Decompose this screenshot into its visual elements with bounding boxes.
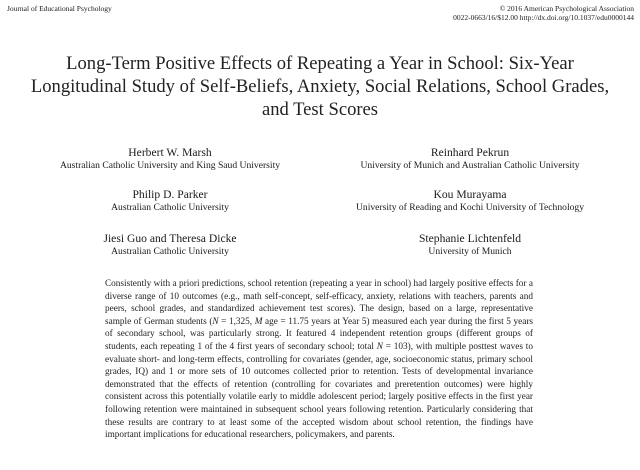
doi-line: 0022-0663/16/$12.00 http://dx.doi.org/10.1037/edu0000144 xyxy=(453,13,634,22)
author-name: Kou Murayama xyxy=(433,188,507,201)
abstract-text: Consistently with a priori predictions, school retention (repeating a year in school) had largely positive effects for a diverse range of 10 outcomes (e.g., math self-concept, self-efficacy, anxiety, relations with teachers, parents and peers, school grades, and standardized achievement test scores). The design, based on a large, representative sample of German students (N = 1,325, M age = 11.75 years at Year 5) measured each year during the first 5 years of secondary school, was particularly strong. It featured 4 independent retention groups (different groups of students, each repeating 1 of the 4 first years of secondary school; total N = 103), with multiple posttest waves to evaluate short- and long-term effects, controlling for covariates (gender, age, socioeconomic status, primary school grades, IQ) and 1 or more sets of 10 outcomes collected prior to retention. Tests of developmental invariance demonstrated that the effects of retention (controlling for covariates and preretention outcomes) were highly consistent across this potentially volatile early to middle adolescent period; largely positive effects in the first year following retention were maintained in subsequent school years following retention. Particularly considering that these results are contrary to at least some of the accepted wisdom about school retention, the findings have important implications for educational researchers, policymakers, and parents. xyxy=(105,279,534,441)
author-name: Stephanie Lichtenfeld xyxy=(418,232,522,245)
author-name: Jiesi Guo and Theresa Dicke xyxy=(103,232,237,245)
author-affiliation: University of Munich xyxy=(428,246,512,257)
author-name: Reinhard Pekrun xyxy=(430,146,510,159)
author-name: Philip D. Parker xyxy=(132,188,208,201)
paper-title: Long-Term Positive Effects of Repeating a Year in School: Six-Year Longitudinal Study of Self-Beliefs, Anxiety, Social Relations, School Grades, and Test Scores xyxy=(30,53,610,120)
author-block xyxy=(20,189,320,214)
author-affiliation: University of Munich and Australian Catholic University xyxy=(360,160,580,171)
copyright-line: © 2016 American Psychological Association xyxy=(499,4,634,13)
author-block xyxy=(310,233,630,258)
author-block xyxy=(20,233,320,258)
author-block xyxy=(20,147,320,172)
author-affiliation: Australian Catholic University xyxy=(111,246,229,257)
author-affiliation: Australian Catholic University and King Saud University xyxy=(59,160,281,171)
author-name: Herbert W. Marsh xyxy=(128,146,212,159)
journal-name: Journal of Educational Psychology xyxy=(7,4,112,13)
author-block xyxy=(310,189,630,214)
author-affiliation: Australian Catholic University xyxy=(111,202,229,213)
author-block xyxy=(310,147,630,172)
author-affiliation: University of Reading and Kochi University of Technology xyxy=(355,202,585,213)
publisher-info xyxy=(453,4,634,22)
abstract xyxy=(105,278,533,442)
